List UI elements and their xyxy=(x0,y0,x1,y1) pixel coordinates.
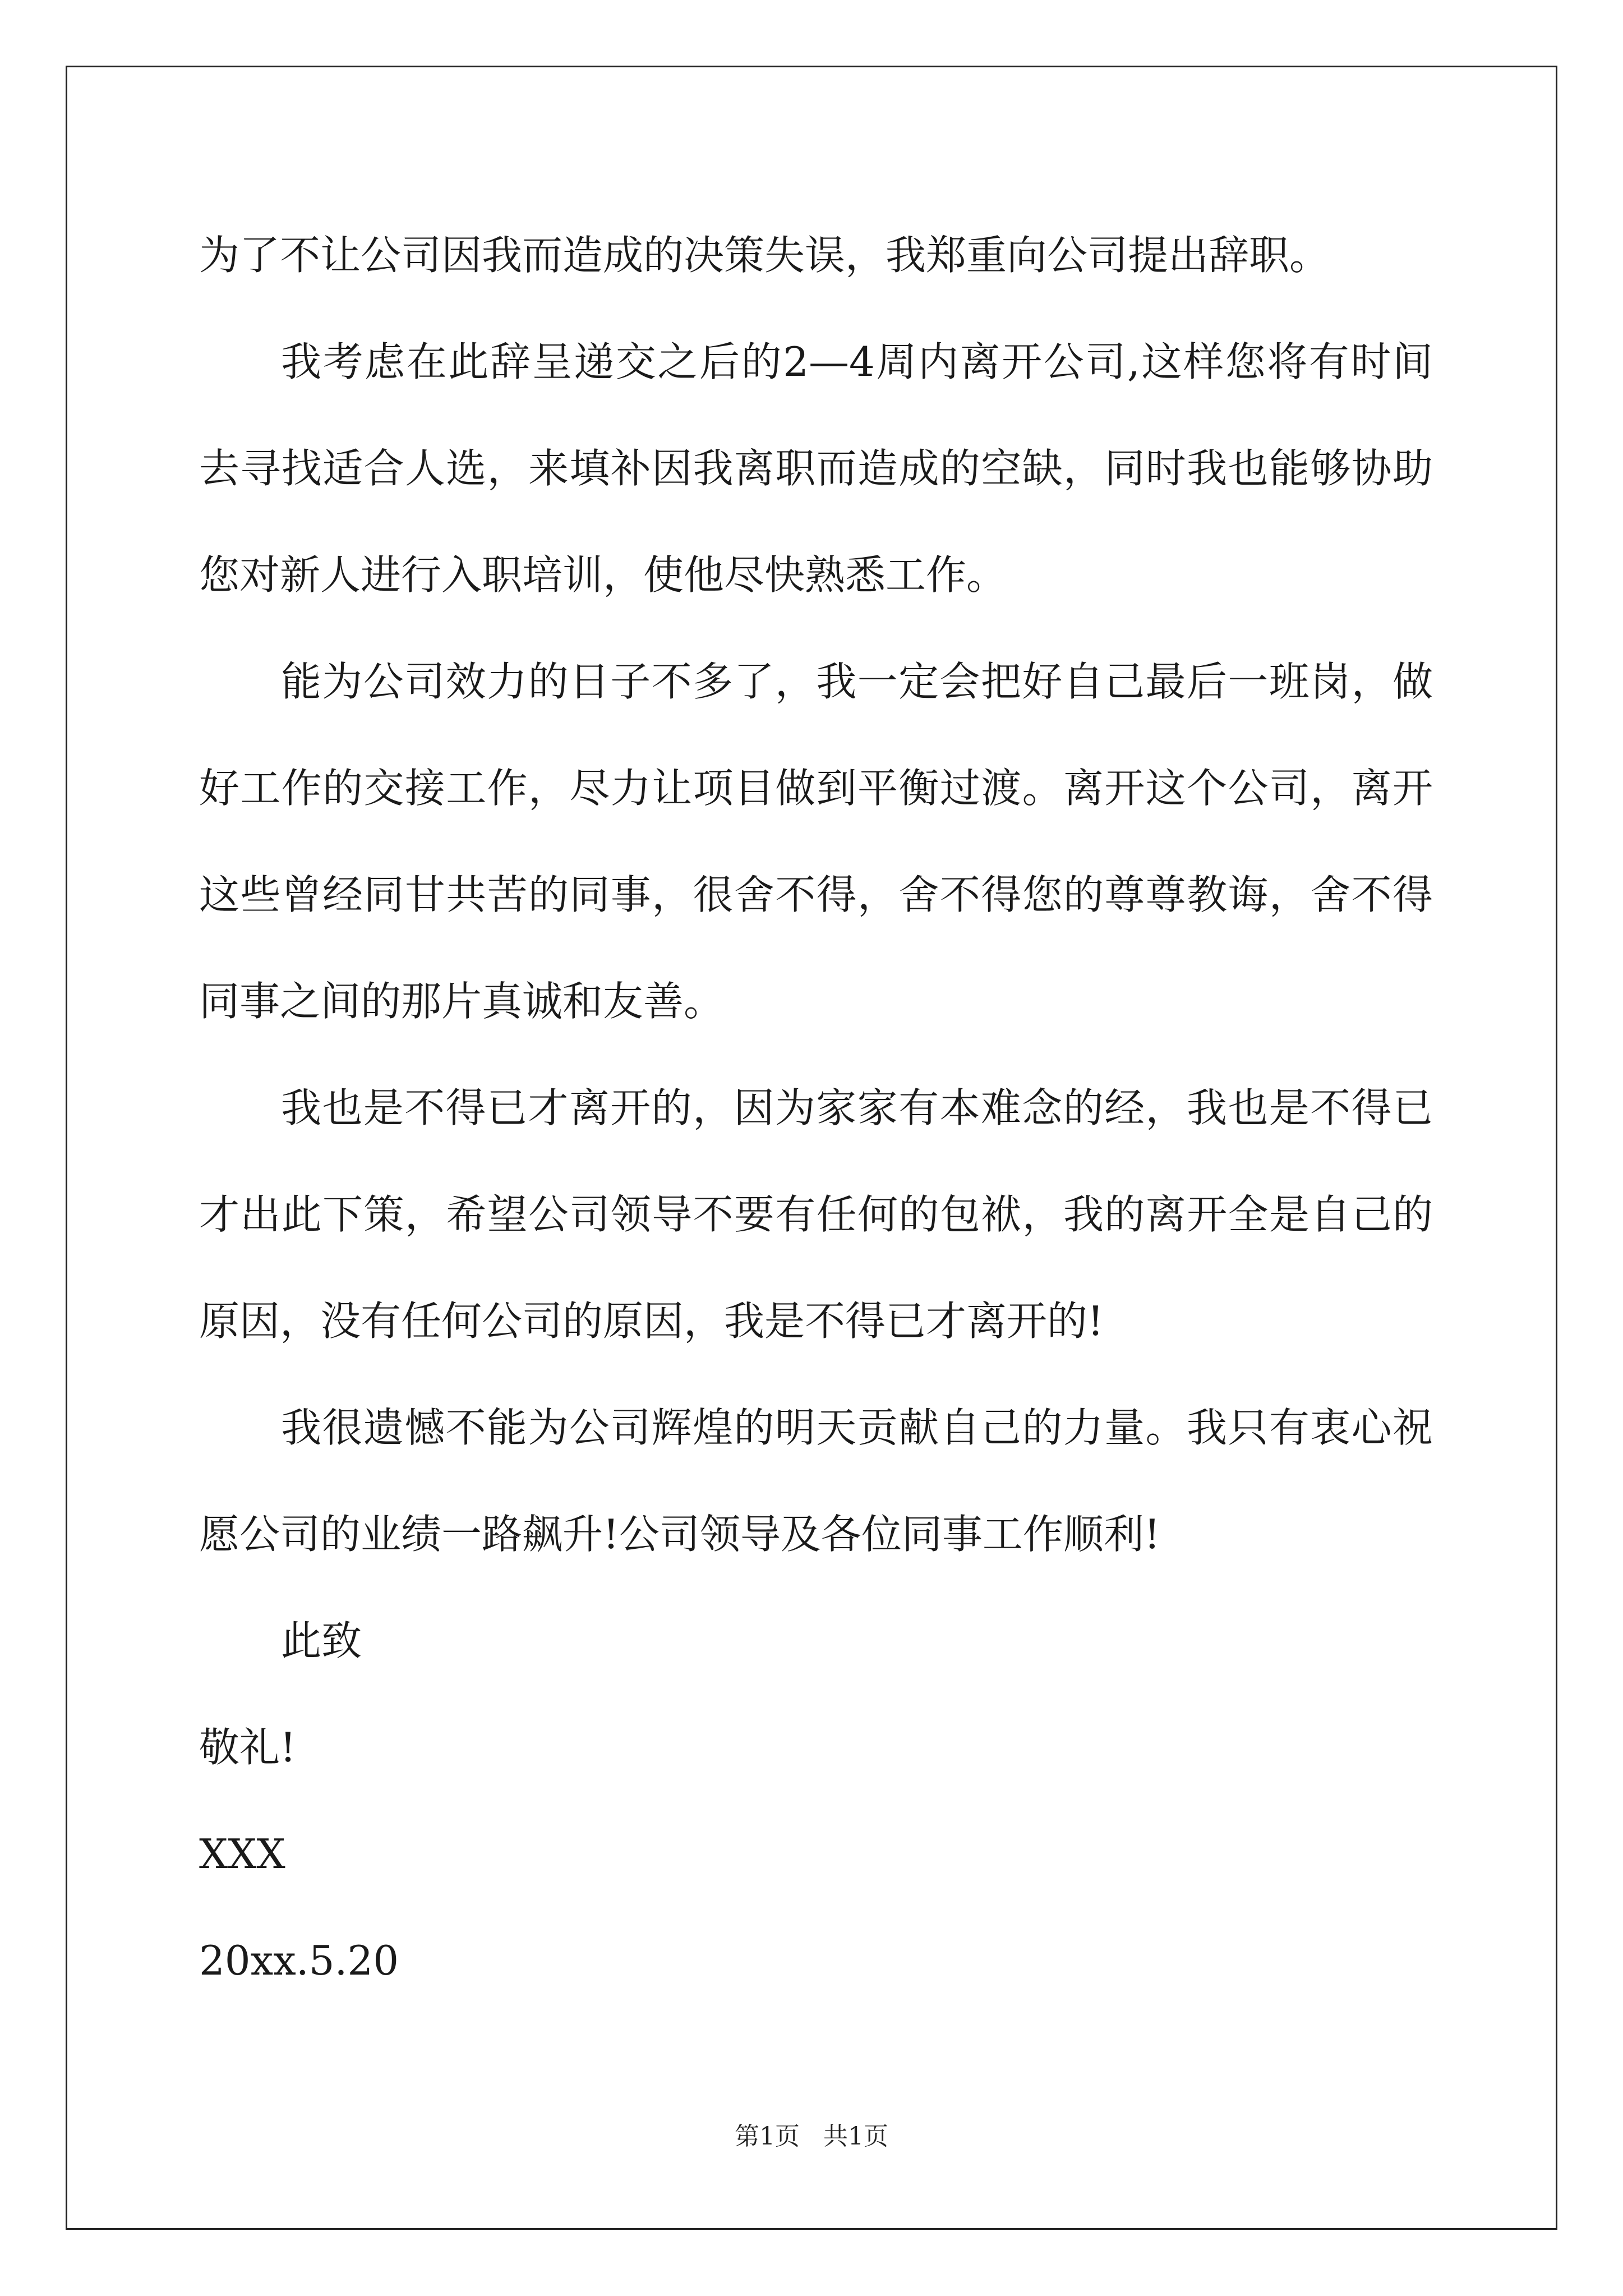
paragraph-reason: 我也是不得已才离开的，因为家家有本难念的经，我也是不得已才出此下策，希望公司领导不要有任何的包袱，我的离开全是自己的原因，没有任何公司的原因，我是不得已才离开的! xyxy=(199,1084,1433,1345)
salute-line: 敬礼! xyxy=(199,1724,296,1771)
page-footer: 第1页 共1页 xyxy=(735,2122,888,2151)
closing-line: 此致 xyxy=(281,1617,362,1664)
paragraph-wishes: 我很遗憾不能为公司辉煌的明天贡献自己的力量。我只有衷心祝愿公司的业绩一路飙升!公司领导及各位同事工作顺利! xyxy=(199,1404,1433,1558)
paragraph-opening: 为了不让公司因我而造成的决策失误，我郑重向公司提出辞职。 xyxy=(199,232,1330,279)
signature: XXX xyxy=(199,1830,285,1878)
date-line: 20xx.5.20 xyxy=(199,1937,399,1984)
letter-body xyxy=(199,202,1433,2014)
paragraph-departure-timing: 我考虑在此辞呈递交之后的2—4周内离开公司,这样您将有时间去寻找适合人选，来填补因我离职而造成的空缺，同时我也能够协助您对新人进行入职培训，使他尽快熟悉工作。 xyxy=(199,338,1433,599)
paragraph-handover: 能为公司效力的日子不多了，我一定会把好自己最后一班岗，做好工作的交接工作，尽力让项目做到平衡过渡。离开这个公司，离开这些曾经同甘共苦的同事，很舍不得，舍不得您的尊尊教诲，舍不得同事之间的那片真诚和友善。 xyxy=(199,658,1433,1025)
